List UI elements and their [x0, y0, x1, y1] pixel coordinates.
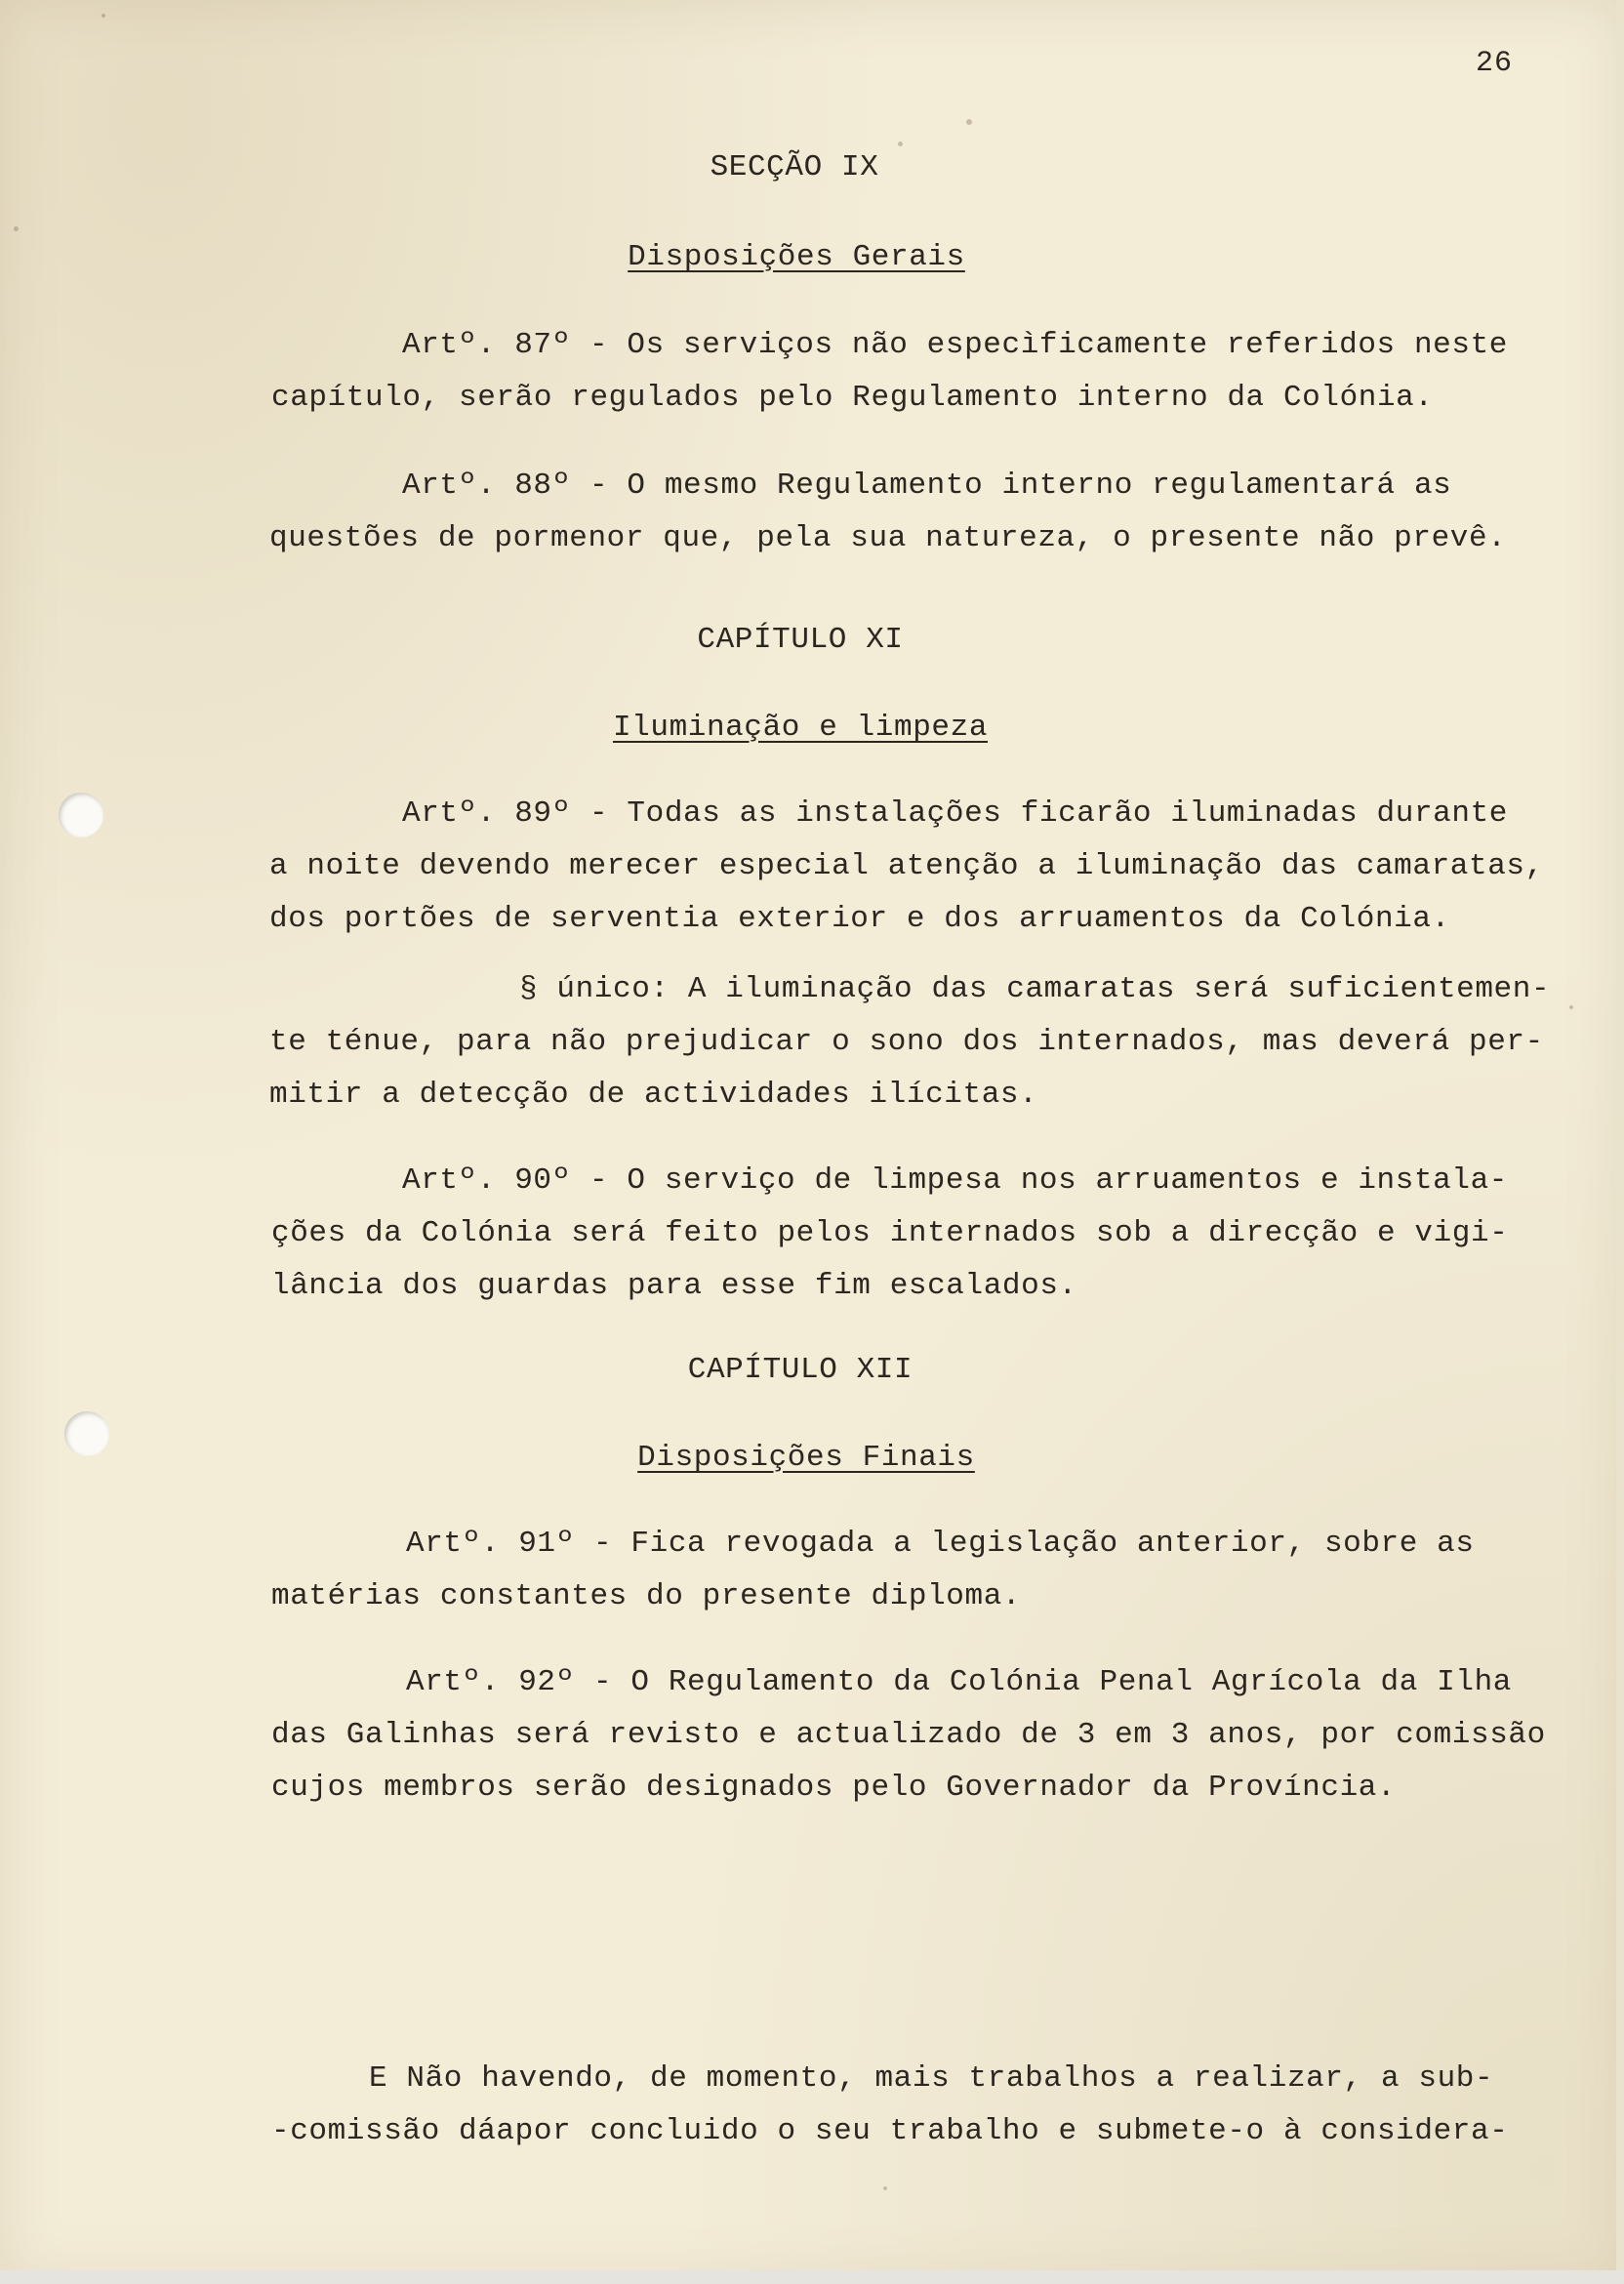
article-92-line-3: cujos membros serão designados pelo Governador da Província. [271, 1771, 1397, 1805]
page-edge-right [1616, 0, 1624, 2284]
closing-line-1: E Não havendo, de momento, mais trabalhos a realizar, a sub- [369, 2061, 1494, 2096]
article-89-paragraph-line-3: mitir a detecção de actividades ilícitas. [269, 1078, 1038, 1112]
article-88-line-1: Artº. 88º - O mesmo Regulamento interno regulamentará as [402, 469, 1452, 503]
page-edge-bottom [0, 2270, 1624, 2284]
article-89-paragraph-line-2: te ténue, para não prejudicar o sono dos internados, mas deverá per- [269, 1025, 1544, 1059]
section-title: SECÇÃO IX [710, 150, 879, 184]
article-90-line-2: ções da Colónia será feito pelos internados sob a direcção e vigi- [271, 1216, 1509, 1250]
paper-speck [883, 2186, 887, 2190]
article-87-line-1: Artº. 87º - Os serviços não especìficamente referidos neste [402, 328, 1508, 362]
article-89-paragraph-line-1: § único: A iluminação das camaratas será suficientemen- [519, 972, 1551, 1006]
paper-speck [1569, 1005, 1573, 1009]
article-92-line-1: Artº. 92º - O Regulamento da Colónia Penal Agrícola da Ilha [406, 1665, 1512, 1699]
article-90-line-1: Artº. 90º - O serviço de limpesa nos arruamentos e instala- [402, 1163, 1508, 1198]
article-88-line-2: questões de pormenor que, pela sua natureza, o presente não prevê. [269, 521, 1507, 555]
page-number: 26 [1476, 47, 1514, 80]
chapter-12-title: CAPÍTULO XII [687, 1353, 914, 1387]
closing-line-2: -comissão dáapor concluido o seu trabalho e submete-o à considera- [271, 2114, 1509, 2148]
article-89-line-2: a noite devendo merecer especial atenção a iluminação das camaratas, [269, 849, 1544, 883]
chapter-12-subtitle: Disposições Finais [637, 1441, 975, 1475]
article-91-line-2: matérias constantes do presente diploma. [271, 1579, 1022, 1613]
article-87-line-2: capítulo, serão regulados pelo Regulamento interno da Colónia. [271, 381, 1434, 415]
paper-speck [102, 14, 105, 18]
chapter-11-title: CAPÍTULO XI [697, 623, 904, 657]
article-91-line-1: Artº. 91º - Fica revogada a legislação anterior, sobre as [406, 1527, 1475, 1561]
paper-speck [966, 119, 972, 125]
paper-speck [898, 142, 903, 146]
paper-speck [14, 226, 19, 231]
article-90-line-3: lância dos guardas para esse fim escalados. [271, 1269, 1077, 1303]
punch-hole-top [59, 793, 103, 837]
section-subtitle: Disposições Gerais [628, 240, 965, 274]
chapter-11-subtitle: Iluminação e limpeza [612, 711, 989, 745]
article-89-line-1: Artº. 89º - Todas as instalações ficarão iluminadas durante [402, 796, 1508, 831]
article-92-line-2: das Galinhas será revisto e actualizado de 3 em 3 anos, por comissão [271, 1718, 1546, 1752]
article-89-line-3: dos portões de serventia exterior e dos arruamentos da Colónia. [269, 902, 1450, 936]
